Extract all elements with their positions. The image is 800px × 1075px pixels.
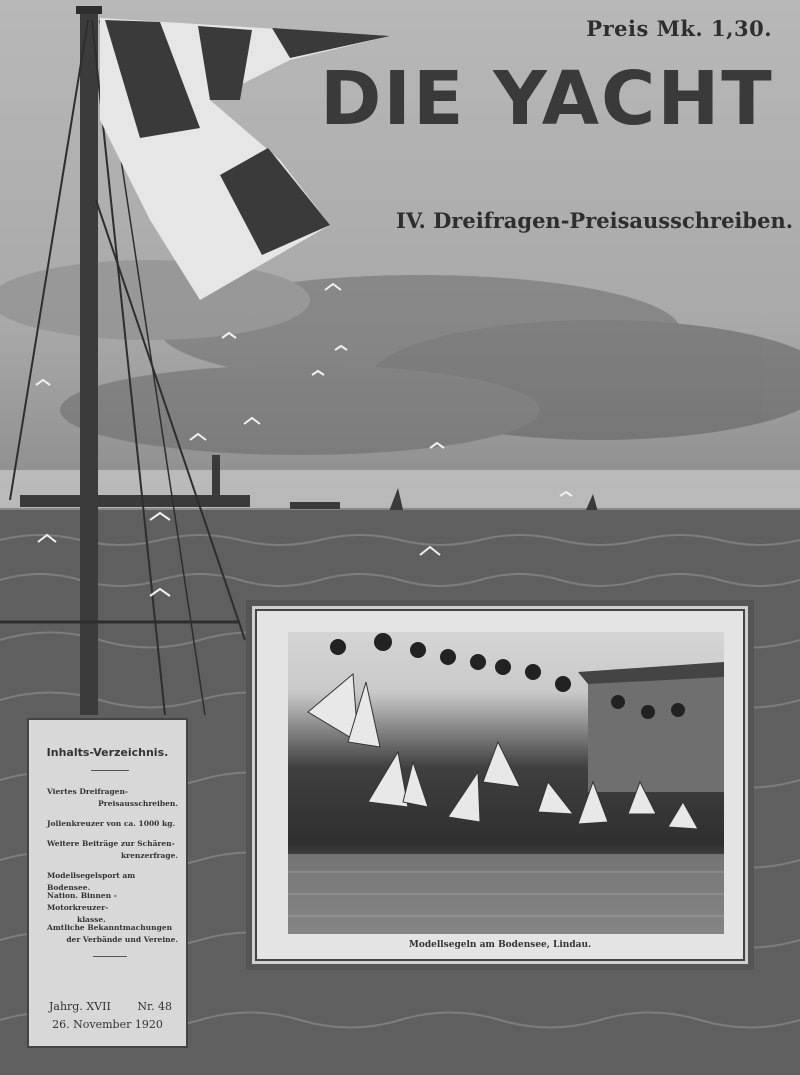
toc-item-line: krenzerfrage.: [120, 851, 178, 860]
toc-item-line: Preisausschreiben.: [98, 799, 178, 808]
issue-subtitle: IV. Dreifragen-Preisausschreiben.: [396, 208, 794, 233]
toc-item-line: Viertes Dreifragen-: [47, 787, 129, 796]
toc-item: [47, 890, 178, 926]
toc-item: [47, 922, 178, 946]
table-of-contents: [27, 718, 188, 1048]
volume-label: Jahrg. XVII: [49, 1000, 111, 1013]
issue-info: [49, 1000, 172, 1013]
toc-item-line: Nation. Binnen - Motorkreuzer-: [47, 891, 117, 912]
toc-divider: [91, 770, 129, 771]
photo-model-sailing: [288, 632, 724, 934]
toc-item-line: Amtliche Bekanntmachungen: [47, 923, 173, 932]
magazine-title: DIE YACHT: [320, 56, 774, 142]
issue-number: Nr. 48: [137, 1000, 172, 1013]
toc-item-line: Jollenkreuzer von ca. 1000 kg.: [47, 819, 176, 828]
toc-item: [47, 818, 178, 830]
toc-item: [47, 786, 178, 810]
toc-item-line: Modellsegelsport am Bodensee.: [47, 871, 136, 892]
toc-item: [47, 838, 178, 862]
toc-item-line: der Verbände und Vereine.: [66, 935, 178, 944]
issue-date: 26. November 1920: [52, 1018, 163, 1031]
photo-frame: [246, 600, 754, 970]
toc-title: Inhalts-Verzeichnis.: [46, 746, 169, 759]
photo-caption: Modellsegeln am Bodensee, Lindau.: [408, 940, 592, 950]
toc-divider: [93, 956, 127, 957]
toc-item-line: klasse.: [77, 915, 106, 924]
photo-illustration: [288, 632, 724, 934]
toc-item-line: Weitere Beiträge zur Schären-: [47, 839, 175, 848]
price-label: Preis Mk. 1,30.: [586, 16, 772, 41]
